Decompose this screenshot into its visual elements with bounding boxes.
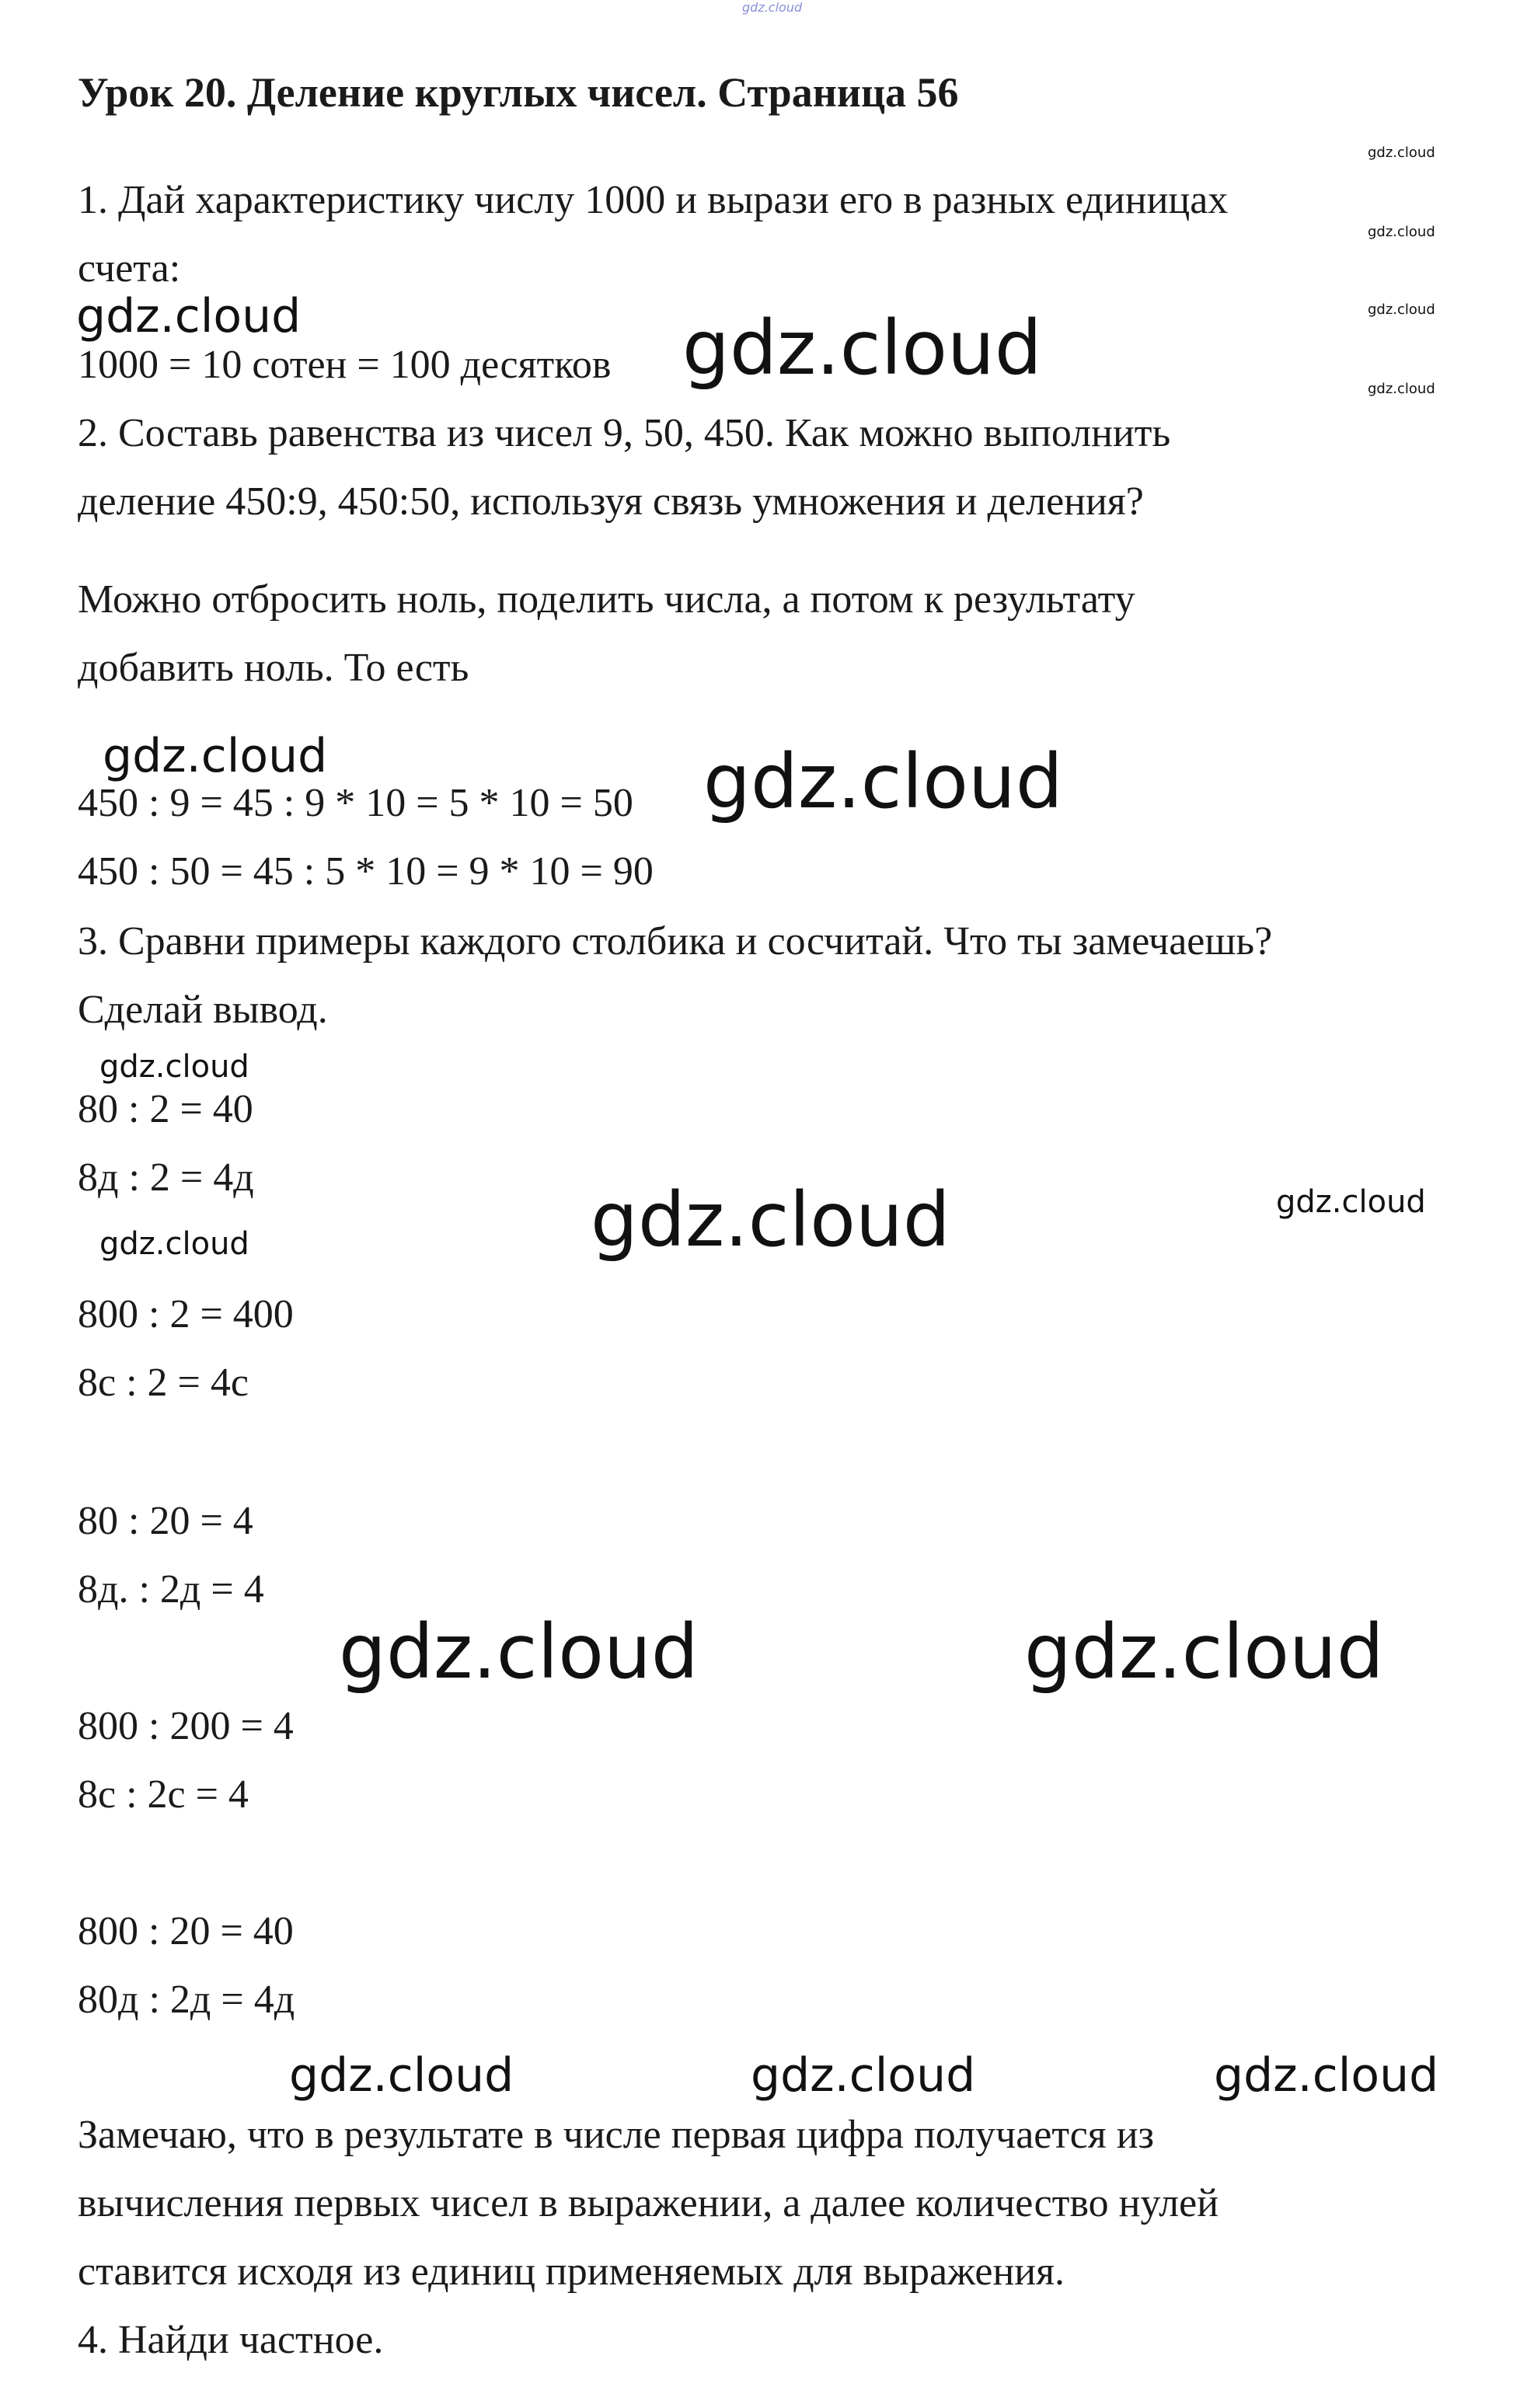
equation: 8д. : 2д = 4 (78, 1567, 264, 1612)
page-title: Урок 20. Деление круглых чисел. Страница 56 (78, 69, 959, 116)
conclusion-text: вычисления первых чисел в выражении, а далее количество нулей (78, 2181, 1219, 2225)
equation: 800 : 200 = 4 (78, 1704, 294, 1748)
equation: 450 : 50 = 45 : 5 * 10 = 9 * 10 = 90 (78, 849, 654, 894)
watermark: gdz.cloud (1368, 145, 1435, 161)
task-2-text: 2. Составь равенства из чисел 9, 50, 450. Как можно выполнить (78, 411, 1171, 455)
answer-line: Можно отбросить ноль, поделить числа, а потом к результату (78, 577, 1135, 622)
watermark: gdz.cloud (751, 2048, 976, 2103)
task-3-text: 3. Сравни примеры каждого столбика и сосчитай. Что ты замечаешь? (78, 919, 1273, 964)
answer-line: 1000 = 10 сотен = 100 десятков (78, 343, 612, 387)
task-3-text: Сделай вывод. (78, 988, 328, 1032)
equation: 80 : 20 = 4 (78, 1499, 253, 1543)
equation: 450 : 9 = 45 : 9 * 10 = 5 * 10 = 50 (78, 781, 633, 825)
watermark: gdz.cloud (1368, 224, 1435, 240)
answer-line: добавить ноль. То есть (78, 646, 469, 690)
equation: 8с : 2с = 4 (78, 1772, 249, 1817)
watermark: gdz.cloud (1214, 2048, 1439, 2103)
task-1-text: 1. Дай характеристику числу 1000 и вырази его в разных единицах (78, 178, 1229, 222)
equation: 800 : 2 = 400 (78, 1292, 294, 1336)
watermark: gdz.cloud (76, 289, 302, 343)
equation: 8с : 2 = 4с (78, 1361, 249, 1405)
watermark: gdz.cloud (339, 1608, 699, 1695)
equation: 800 : 20 = 40 (78, 1909, 294, 1953)
task-1-text: счета: (78, 246, 181, 291)
watermark: gdz.cloud (1368, 381, 1435, 397)
watermark: gdz.cloud (289, 2048, 514, 2103)
watermark: gdz.cloud (682, 305, 1042, 392)
watermark: gdz.cloud (742, 0, 803, 15)
task-4-text: 4. Найди частное. (78, 2318, 384, 2362)
watermark: gdz.cloud (1276, 1184, 1426, 1220)
conclusion-text: ставится исходя из единиц применяемых для выражения. (78, 2249, 1065, 2294)
watermark: gdz.cloud (591, 1176, 950, 1263)
equation: 80д : 2д = 4д (78, 1978, 295, 2022)
equation: 8д : 2 = 4д (78, 1155, 254, 1200)
watermark: gdz.cloud (103, 729, 328, 783)
task-2-text: деление 450:9, 450:50, используя связь умножения и деления? (78, 479, 1144, 524)
watermark: gdz.cloud (99, 1226, 249, 1262)
watermark: gdz.cloud (1368, 301, 1435, 318)
conclusion-text: Замечаю, что в результате в числе первая цифра получается из (78, 2113, 1155, 2157)
watermark: gdz.cloud (99, 1049, 249, 1085)
equation: 80 : 2 = 40 (78, 1087, 253, 1131)
watermark: gdz.cloud (703, 738, 1063, 825)
watermark: gdz.cloud (1024, 1608, 1384, 1695)
